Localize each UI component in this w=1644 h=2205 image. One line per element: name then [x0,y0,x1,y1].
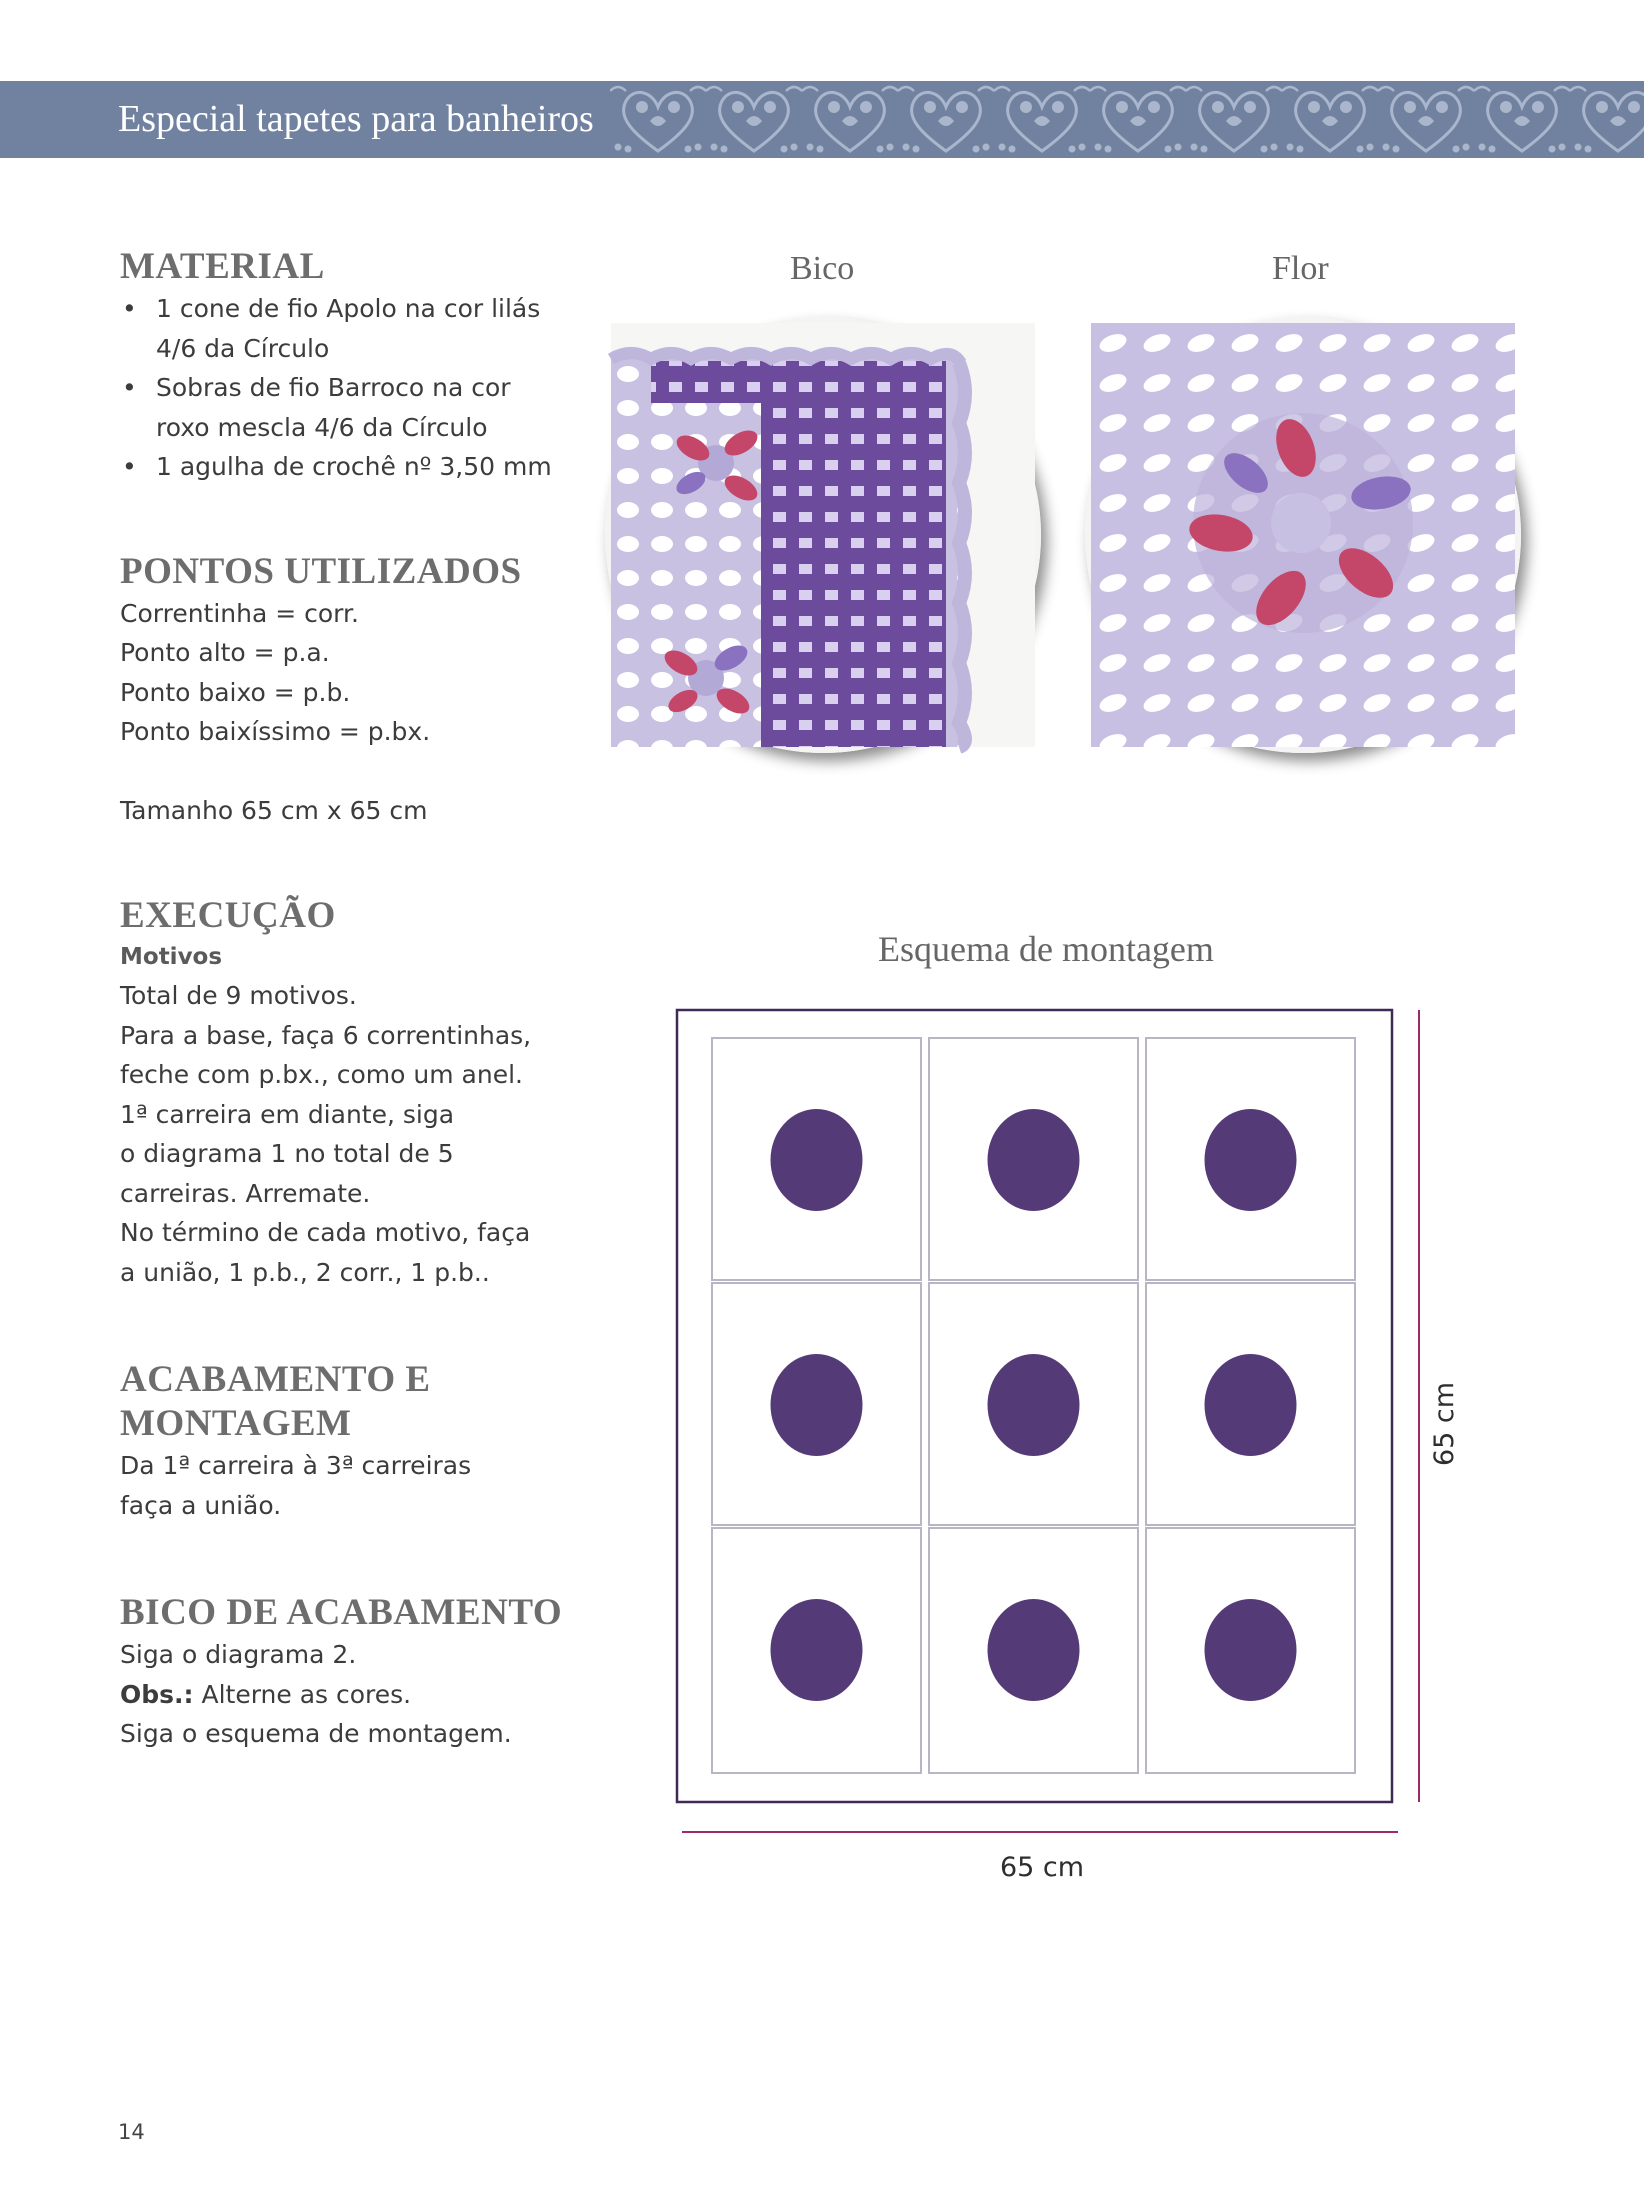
height-label: 65 cm [1429,1381,1460,1467]
pontos-line: Ponto baixo = p.b. [120,677,351,707]
motif-circle [988,1109,1080,1211]
bico-photo [605,317,1041,753]
execucao-line: feche com p.bx., como um anel. [120,1060,523,1089]
bullet-icon: • [122,373,137,402]
obs-text: Alterne as cores. [193,1679,412,1709]
execucao-line: No término de cada motivo, faça [120,1218,531,1247]
pontos-line: Ponto alto = p.a. [120,638,330,667]
material-heading: MATERIAL [120,246,325,287]
motif-circle [988,1354,1080,1456]
pontos-line: Correntinha = corr. [120,598,359,628]
obs-label: Obs.: [120,1679,194,1709]
execucao-line: a união, 1 p.b., 2 corr., 1 p.b.. [120,1257,490,1287]
material-item-2-line-2: roxo mescla 4/6 da Círculo [156,412,488,442]
page-section-title: Especial tapetes para banheiros [118,98,594,140]
size-text: Tamanho 65 cm x 65 cm [120,795,428,825]
pontos-heading: PONTOS UTILIZADOS [120,550,522,592]
bico-obs-line [120,1675,590,1715]
flor-caption: Flor [1272,250,1329,287]
bullet-icon: • [122,294,137,323]
acabamento-heading [120,1358,590,1446]
acabamento-line: faça a união. [120,1490,282,1520]
motif-circle [1205,1109,1297,1211]
diagram-title: Esquema de montagem [878,929,1214,969]
bico-crochet-illustration [611,323,1035,747]
pontos-line: Ponto baixíssimo = p.bx. [120,717,431,746]
execucao-line: o diagrama 1 no total de 5 [120,1139,454,1168]
bullet-icon: • [122,452,137,481]
material-item-2-line-1: Sobras de fio Barroco na cor [156,373,511,402]
page-number: 14 [118,2120,145,2144]
motif-circle [988,1599,1080,1701]
list-item [120,289,590,368]
bico-caption: Bico [790,250,855,287]
material-item-1-line-2: 4/6 da Círculo [156,333,330,363]
ornament-pattern [610,81,1644,158]
motif-circle [771,1109,863,1211]
acabamento-line: Da 1ª carreira à 3ª carreiras [120,1451,472,1480]
list-item [120,447,590,487]
acabamento-heading-line-2: MONTAGEM [120,1403,352,1444]
header-banner [0,81,1644,158]
execucao-line: Total de 9 motivos. [120,981,357,1010]
bico-heading: BICO DE ACABAMENTO [120,1592,563,1633]
material-item-1-line-1: 1 cone de fio Apolo na cor lilás [156,294,541,323]
execucao-line: Para a base, faça 6 correntinhas, [120,1020,532,1050]
execucao-line: 1ª carreira em diante, siga [120,1099,455,1129]
list-item [120,368,590,447]
width-label: 65 cm [999,1852,1085,1883]
motif-circle [1205,1599,1297,1701]
instructions-column [120,245,590,1754]
flor-photo [1085,317,1521,753]
motif-circle [771,1599,863,1701]
material-list [120,289,590,487]
motivos-subheading: Motivos [120,944,223,970]
execucao-line: carreiras. Arremate. [120,1178,371,1208]
motif-circle [1205,1354,1297,1456]
bico-line: Siga o esquema de montagem. [120,1719,512,1748]
flor-crochet-illustration [1091,323,1515,747]
material-item-3-line-1: 1 agulha de crochê nº 3,50 mm [156,452,552,481]
motif-circle [771,1354,863,1456]
execucao-heading: EXECUÇÃO [120,895,336,936]
bico-line: Siga o diagrama 2. [120,1640,357,1669]
assembly-diagram [670,1000,1460,1900]
acabamento-heading-line-1: ACABAMENTO E [120,1359,431,1400]
